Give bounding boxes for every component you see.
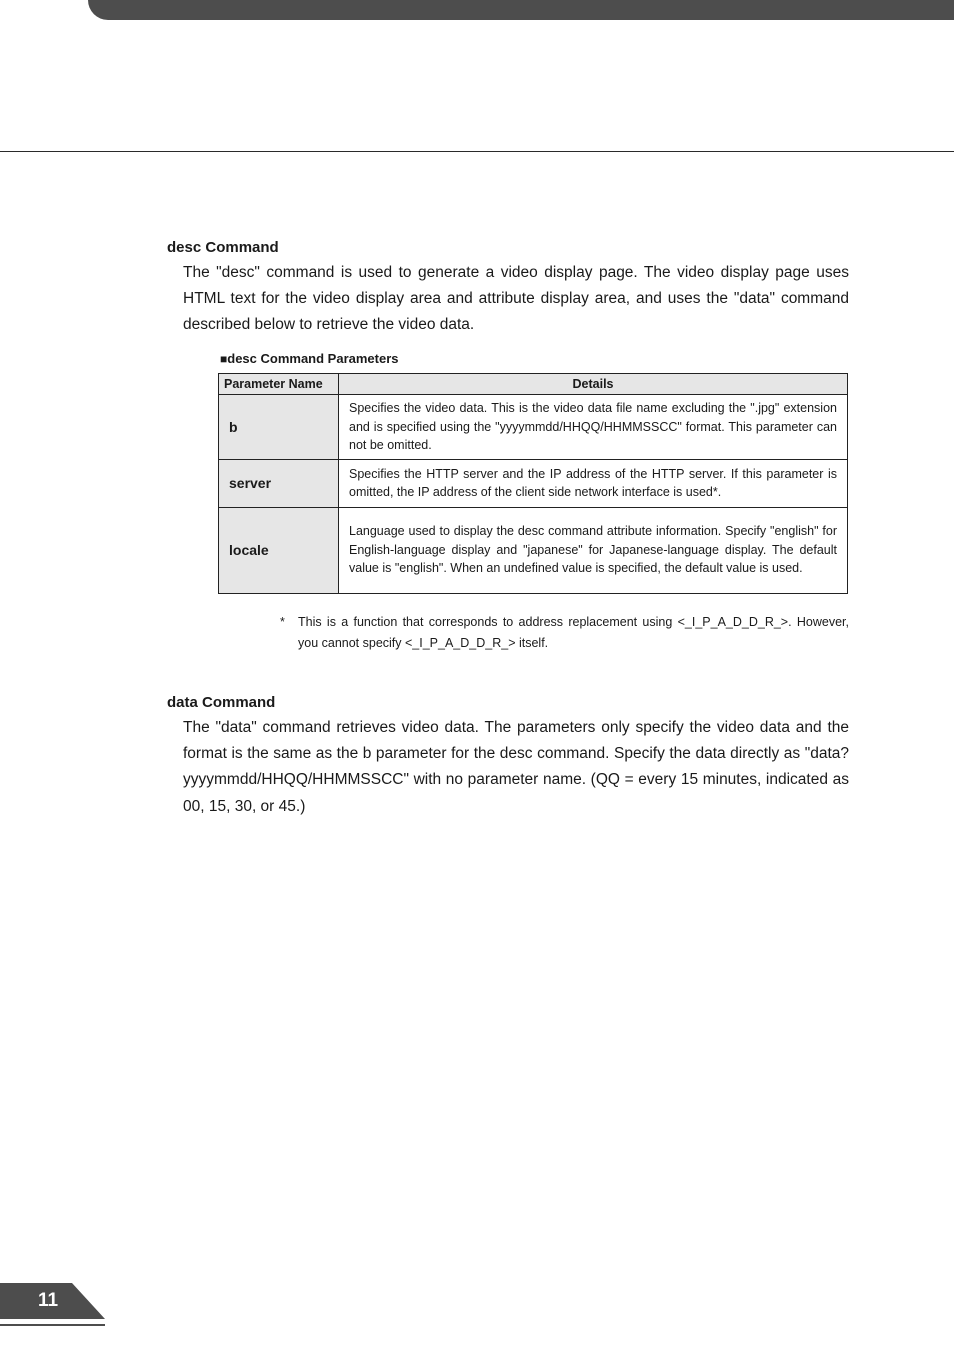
footer-rule (0, 1324, 105, 1326)
table-row (219, 395, 848, 460)
data-command-description: The "data" command retrieves video data. The parameters only specify the video data and the format is the same as the b parameter for the desc command. Specify the data directly as "data?yyyymmdd/HHQQ/HHMMSSCC" with no parameter name. (QQ = every 15 minutes, indicated as 00, 15, 30, or 45.) (183, 719, 849, 815)
page-number: 11 (38, 1290, 59, 1311)
parameter-name-cell: server (219, 459, 339, 507)
column-header-details: Details (339, 374, 848, 395)
footnote (280, 612, 849, 654)
desc-parameters-caption (220, 351, 399, 367)
desc-parameters-table (218, 373, 848, 594)
column-header-parameter-name: Parameter Name (219, 374, 339, 395)
desc-command-description: The "desc" command is used to generate a video display page. The video display page uses HTML text for the video display area and attribute display area, and uses the "data" command described below to retrieve the video data. (183, 264, 849, 334)
desc-command-heading: desc Command (167, 239, 279, 256)
parameter-details-cell: Specifies the video data. This is the video data file name excluding the ".jpg" extension and is specified using the "yyyymmdd/HHQQ/HHMMSSCC" format. This parameter can not be omitted. (339, 395, 848, 460)
square-bullet-icon: ■ (220, 352, 228, 366)
table-header-row (219, 374, 848, 395)
parameter-name-cell: b (219, 395, 339, 460)
table-row (219, 507, 848, 593)
table-row (219, 459, 848, 507)
header-rule (0, 151, 954, 152)
caption-text: desc Command Parameters (227, 351, 399, 366)
footnote-text: This is a function that corresponds to address replacement using <_I_P_A_D_D_R_>. However, you cannot specify <_I_P_A_D_D_R_> itself. (298, 615, 849, 650)
parameter-details-cell: Specifies the HTTP server and the IP address of the HTTP server. If this parameter is omitted, the IP address of the client side network interface is used*. (339, 459, 848, 507)
parameter-name-cell: locale (219, 507, 339, 593)
parameter-details-cell: Language used to display the desc command attribute information. Specify "english" for English-language display and "japanese" for Japanese-language display. The default value is "english". When an undefined value is specified, the default value is used. (339, 507, 848, 593)
footnote-marker: * (280, 615, 285, 629)
data-command-heading: data Command (167, 694, 276, 711)
header-bar (88, 0, 954, 20)
